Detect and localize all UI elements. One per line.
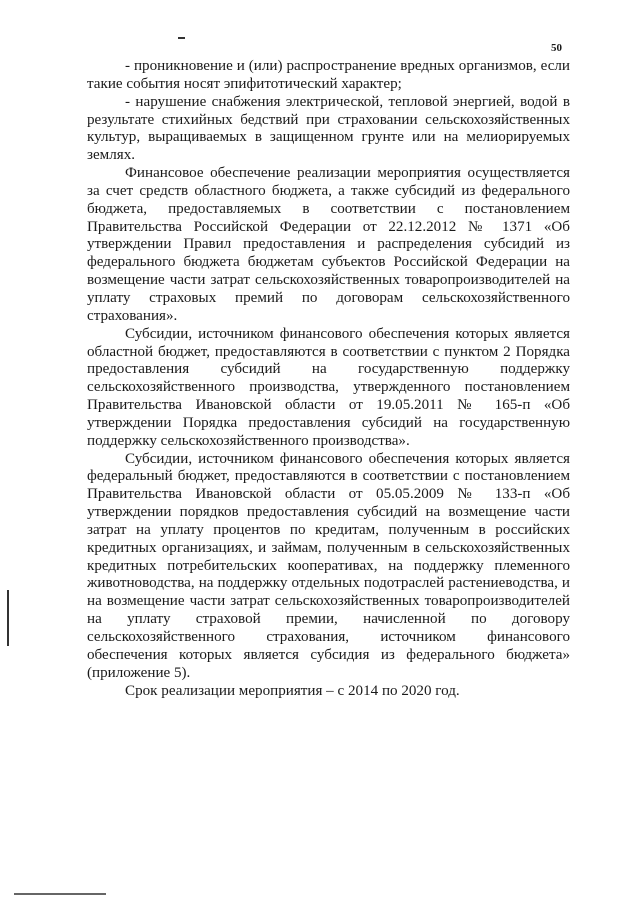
scan-artifact-left-bar <box>7 590 9 646</box>
page-number: 50 <box>551 42 562 54</box>
paragraph-harmful-organisms: - проникновение и (или) распространение вредных организмов, если такие события носят эпифитотический характер; <box>87 58 570 92</box>
paragraph-implementation-period: Срок реализации мероприятия – с 2014 по 2020 год. <box>125 682 460 699</box>
scan-artifact-top <box>178 37 185 39</box>
paragraph-federal-subsidies: Субсидии, источником финансового обеспечения которых является федеральный бюджет, предоставляются в соответствии с постановлением Правительства Ивановской области от 05.05.2009 № 133-п «Об утверждении порядков предоставления субсидий на возмещение части затрат на уплату процентов по кредитам, полученным в российских кредитных организациях, и займам, полученным в сельскохозяйственных кредитных потребительских кооперативах, на поддержку племенного животноводства, на поддержку отдельных подотраслей растениеводства, и на возмещение части затрат сельскохозяйственных товаропроизводителей на уплату страховой премии, начисленной по договору сельскохозяйственного страхования, источником финансового обеспечения которых является субсидия из федерального бюджета» (приложение 5). <box>87 450 570 681</box>
paragraph-regional-subsidies: Субсидии, источником финансового обеспечения которых является областной бюджет, предоставляются в соответствии с пунктом 2 Порядка предоставления субсидий на государственную поддержку сельскохозяйственного производства, утвержденного постановлением Правительства Ивановской области от 19.05.2011 № 165-п «Об утверждении Порядка предоставления субсидий на государственную поддержку сельскохозяйственного производства». <box>87 325 570 449</box>
paragraph-financial-support: Финансовое обеспечение реализации мероприятия осуществляется за счет средств областного бюджета, а также субсидий из федерального бюджета, предоставляемых в соответствии с постановлением Правительства Российской Федерации от 22.12.2012 № 1371 «Об утверждении Правил предоставления и распределения субсидий из федерального бюджета бюджетам субъектов Российской Федерации на возмещение части затрат сельскохозяйственных товаропроизводителей на уплату страховых премий по договорам сельскохозяйственного страхования». <box>87 165 570 324</box>
document-body <box>87 58 570 700</box>
scan-artifact-bottom <box>14 893 106 895</box>
paragraph-supply-disruption: - нарушение снабжения электрической, тепловой энергией, водой в результате стихийных бедствий при страховании сельскохозяйственных культур, выращиваемых в защищенном грунте или на мелиорируемых землях. <box>87 93 570 164</box>
